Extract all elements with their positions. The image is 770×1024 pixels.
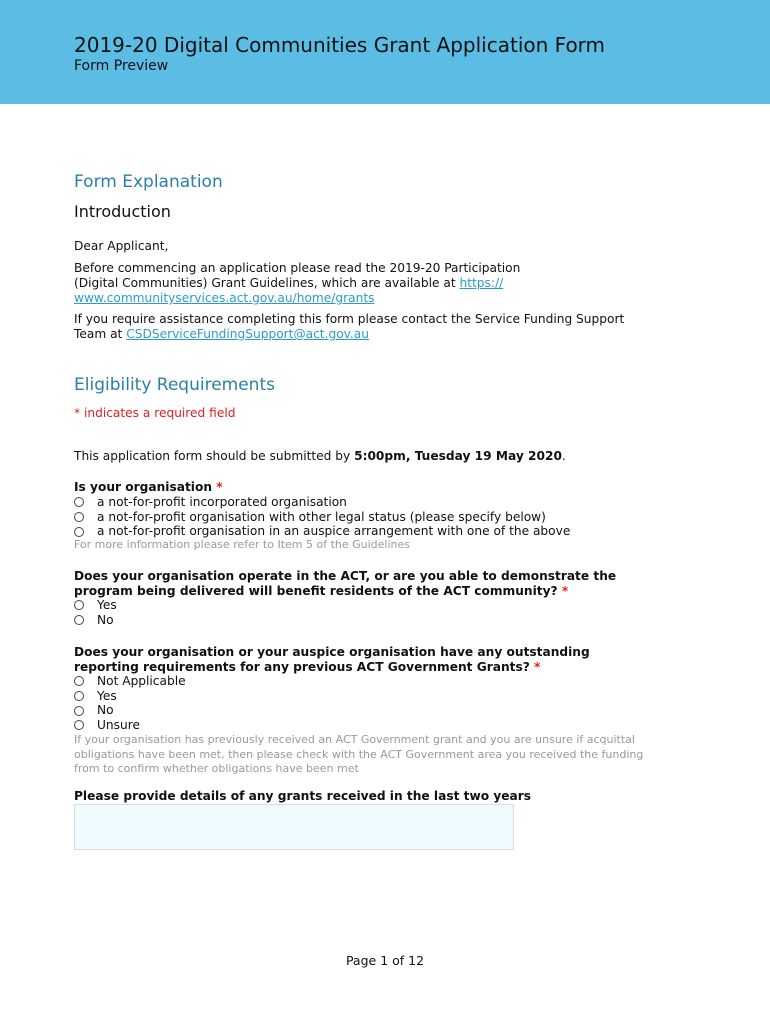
- radio-button[interactable]: [74, 676, 84, 686]
- form-header: [0, 0, 770, 104]
- radio-button[interactable]: [74, 527, 84, 537]
- guidelines-link-start[interactable]: https://: [459, 276, 504, 290]
- assistance-line-2-text: Team at: [74, 327, 127, 341]
- option-label: No: [97, 703, 114, 718]
- act-operation-option-yes[interactable]: [74, 598, 117, 613]
- form-subtitle: Form Preview: [74, 58, 169, 74]
- option-label: a not-for-profit organisation in an auspice arrangement with one of the above: [97, 524, 571, 539]
- previous-grants-label: Please provide details of any grants received in the last two years: [74, 789, 532, 803]
- introduction-heading: Introduction: [74, 202, 171, 221]
- organisation-type-hint: For more information please refer to Item 5 of the Guidelines: [74, 538, 411, 551]
- reporting-hint-line-2: obligations have been met, then please check with the ACT Government area you received the funding: [74, 747, 644, 761]
- act-operation-label-2-wrap: [74, 584, 616, 599]
- page-indicator: Page 1 of 12: [345, 953, 425, 968]
- option-label: a not-for-profit organisation with other legal status (please specify below): [97, 509, 546, 524]
- reporting-option-not-applicable[interactable]: [74, 674, 186, 689]
- organisation-type-option[interactable]: [74, 510, 570, 525]
- organisation-type-option[interactable]: [74, 524, 570, 539]
- guidelines-paragraph: [74, 261, 674, 306]
- radio-button[interactable]: [74, 706, 84, 716]
- organisation-type-option[interactable]: [74, 495, 570, 510]
- assistance-line-2: [74, 327, 674, 342]
- act-operation-option-no[interactable]: [74, 613, 117, 628]
- greeting-line: Dear Applicant,: [74, 239, 169, 253]
- greeting-text: [74, 239, 674, 254]
- reporting-option-no[interactable]: [74, 703, 186, 718]
- submission-deadline-text: [74, 449, 674, 464]
- radio-button[interactable]: [74, 512, 84, 522]
- submission-line: [74, 449, 674, 464]
- assistance-line-1: If you require assistance completing this form please contact the Service Funding Support: [74, 312, 625, 326]
- reporting-label-1: Does your organisation or your auspice organisation have any outstanding: [74, 645, 590, 659]
- organisation-type-label: Is your organisation: [74, 480, 212, 494]
- required-field-note: * indicates a required field: [74, 406, 236, 420]
- reporting-hint: [74, 733, 643, 777]
- reporting-label-2-wrap: [74, 660, 590, 675]
- previous-grants-textarea[interactable]: [74, 804, 514, 850]
- act-operation-label-2: program being delivered will benefit residents of the ACT community?: [74, 584, 558, 598]
- radio-button[interactable]: [74, 615, 84, 625]
- submission-deadline: 5:00pm, Tuesday 19 May 2020: [354, 449, 562, 463]
- act-operation-question: [74, 569, 616, 599]
- support-email-link[interactable]: CSDServiceFundingSupport@act.gov.au: [126, 327, 369, 341]
- reporting-requirements-question: [74, 645, 590, 675]
- form-explanation-heading: Form Explanation: [74, 172, 223, 192]
- option-label: Yes: [97, 688, 117, 703]
- option-label: Yes: [97, 598, 117, 612]
- reporting-option-unsure[interactable]: [74, 718, 186, 733]
- required-marker: *: [561, 584, 569, 598]
- act-operation-label-1: Does your organisation operate in the ACT, or are you able to demonstrate the: [74, 569, 617, 583]
- option-label: Not Applicable: [97, 674, 186, 688]
- radio-button[interactable]: [74, 720, 84, 730]
- organisation-type-options: [74, 495, 570, 539]
- reporting-label-2: reporting requirements for any previous ACT Government Grants?: [74, 660, 530, 674]
- option-label: Unsure: [97, 718, 140, 733]
- guidelines-link[interactable]: www.communityservices.act.gov.au/home/grants: [74, 291, 375, 305]
- guidelines-line-1: Before commencing an application please read the 2019-20 Participation: [74, 261, 521, 275]
- reporting-hint-line-1: If your organisation has previously received an ACT Government grant and you are unsure if acquittal: [74, 733, 635, 746]
- eligibility-heading: Eligibility Requirements: [74, 375, 275, 395]
- radio-button[interactable]: [74, 497, 84, 507]
- reporting-option-yes[interactable]: [74, 689, 186, 704]
- submission-text: This application form should be submitted by: [74, 449, 355, 463]
- option-label: No: [97, 612, 114, 627]
- reporting-options: [74, 674, 186, 733]
- guidelines-line-2: [74, 276, 674, 291]
- act-operation-options: [74, 598, 117, 627]
- guidelines-line-2-text: (Digital Communities) Grant Guidelines, which are available at: [74, 276, 460, 290]
- radio-button[interactable]: [74, 600, 84, 610]
- reporting-hint-line-3: from to confirm whether obligations have been met: [74, 762, 359, 775]
- required-marker: *: [216, 480, 223, 494]
- form-title: 2019-20 Digital Communities Grant Application Form: [74, 33, 606, 57]
- required-marker: *: [534, 660, 541, 674]
- organisation-type-question: [74, 480, 223, 495]
- guidelines-line-3: [74, 291, 674, 306]
- radio-button[interactable]: [74, 691, 84, 701]
- assistance-paragraph: [74, 312, 674, 342]
- option-label: a not-for-profit incorporated organisation: [97, 495, 347, 509]
- submission-end: .: [561, 449, 566, 463]
